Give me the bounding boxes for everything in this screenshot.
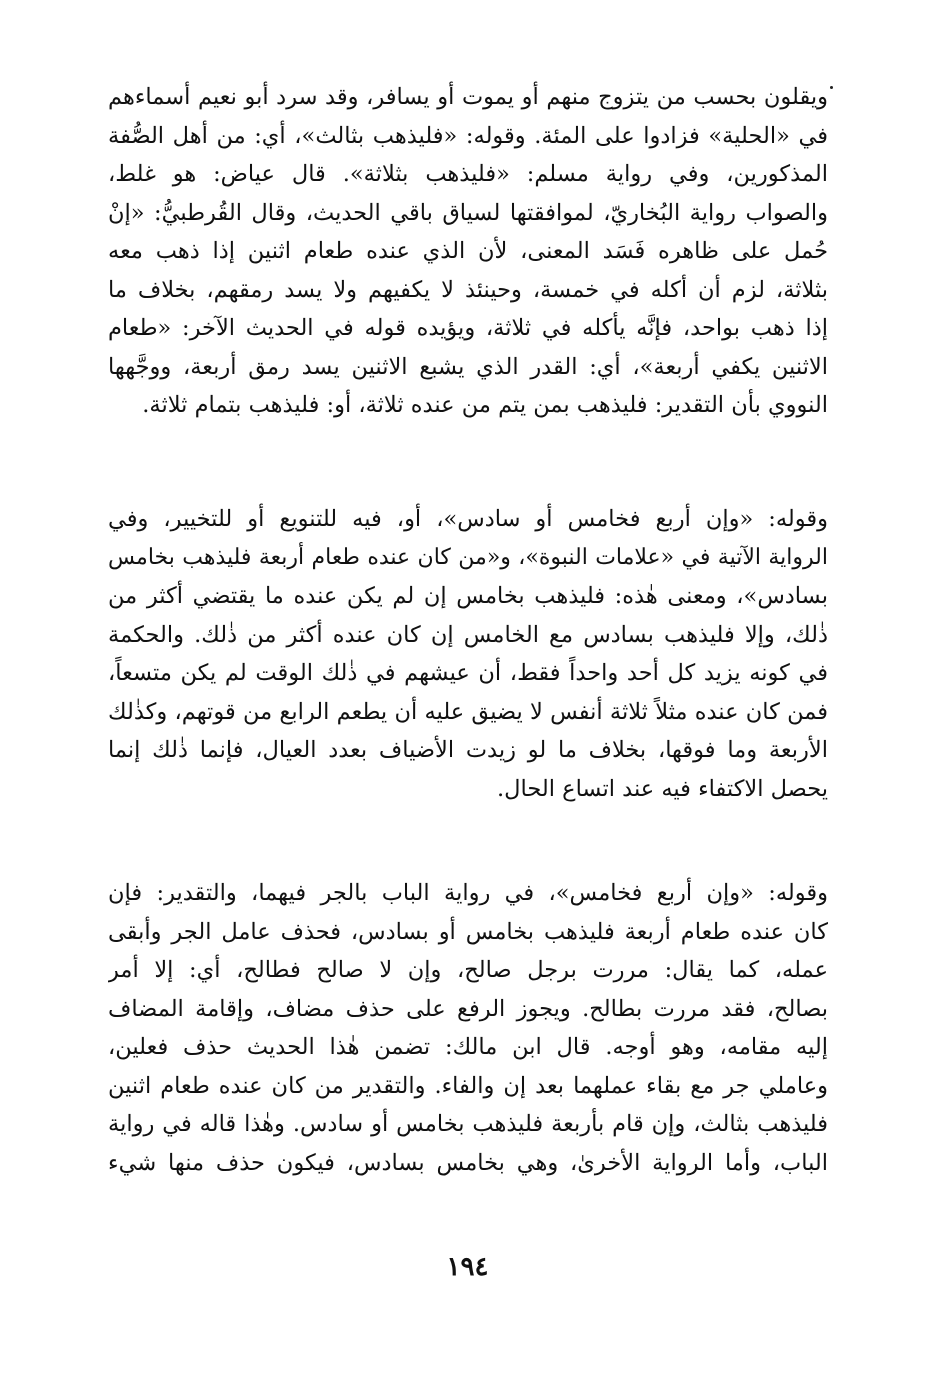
paragraph-2: [108, 500, 828, 808]
text-line: حُمل على ظاهره فَسَد المعنى، لأن الذي عنده طعام اثنين إذا ذهب معه: [108, 238, 828, 264]
text-line: وعاملي جر مع بقاء عملهما بعد إن والفاء. والتقدير من كان عنده طعام اثنين: [108, 1072, 828, 1099]
text-line: وقوله: «وإن أربع فخامس»، في رواية الباب بالجر فيهما، والتقدير: فإن: [108, 880, 828, 906]
text-line: بصالح، فقد مررت بطالح. ويجوز الرفع على حذف مضاف، وإقامة المضاف: [108, 995, 828, 1022]
text-line: فمن كان عنده مثلاً ثلاثة أنفس لا يضيق عليه أن يطعم الرابع من قوتهم، وكذٰلك: [108, 698, 828, 725]
text-line: إذا ذهب بواحد، فإنَّه يأكله في ثلاثة، ويؤيده قوله في الحديث الآخر: «طعام: [108, 315, 828, 341]
text-line: بسادس»، ومعنى هٰذه: فليذهب بخامس إن لم يكن عنده ما يقتضي أكثر من: [108, 583, 828, 609]
paragraph-3: [108, 874, 828, 1182]
text-line: النووي بأن التقدير: فليذهب بمن يتم من عنده ثلاثة، أو: فليذهب بتمام ثلاثة.: [142, 392, 828, 418]
text-line: في كونه يزيد كل أحد واحداً فقط، أن عيشهم في ذٰلك الوقت لم يكن متسعاً،: [108, 660, 828, 686]
text-line: الأربعة وما فوقها، بخلاف ما لو زيدت الأضياف بعدد العيال، فإنما ذٰلك إنما: [108, 737, 828, 763]
paragraph-1: [108, 78, 828, 425]
text-line: وقوله: «وإن أربع فخامس أو سادس»، أو، فيه للتنويع أو للتخيير، وفي: [108, 506, 828, 532]
text-line: يحصل الاكتفاء فيه عند اتساع الحال.: [497, 775, 828, 802]
text-line: عمله، كما يقال: مررت برجل صالح، وإن لا صالح فطالح، أي: إلا أمر: [108, 957, 828, 983]
text-line: والصواب رواية البُخاريّ، لموافقتها لسياق باقي الحديث، وقال القُرطبيُّ: «إنْ: [108, 199, 828, 226]
text-line: ويقلون بحسب من يتزوج منهم أو يموت أو يسافر، وقد سرد أبو نعيم أسماءهم: [108, 84, 828, 110]
text-line: ذٰلك، وإلا فليذهب بسادس مع الخامس إن كان عنده أكثر من ذٰلك. والحكمة: [108, 621, 828, 648]
print-speck: [830, 86, 833, 89]
page-number: ١٩٤: [446, 1252, 489, 1282]
text-line: المذكورين، وفي رواية مسلم: «فليذهب بثلاثة». قال عياض: هو غلط،: [108, 161, 828, 187]
text-line: في «الحلية» فزادوا على المئة. وقوله: «فليذهب بثالث»، أي: من أهل الصُّفة: [108, 122, 828, 149]
text-line: إليه مقامه، وهو أوجه. قال ابن مالك: تضمن هٰذا الحديث حذف فعلين،: [108, 1034, 828, 1060]
text-line: بثلاثة، لزم أن أكله في خمسة، وحينئذ لا يكفيهم ولا يسد رمقهم، بخلاف ما: [108, 276, 828, 303]
text-line: فليذهب بثالث، وإن قام بأربعة فليذهب بخامس أو سادس. وهٰذا قاله في رواية: [108, 1111, 828, 1137]
text-line: الاثنين يكفي أربعة»، أي: القدر الذي يشبع الاثنين يسد رمق أربعة، ووجَّهها: [108, 353, 828, 380]
text-line: كان عنده طعام أربعة فليذهب بخامس أو بسادس، فحذف عامل الجر وأبقى: [108, 918, 828, 945]
text-line: الباب، وأما الرواية الأخرىٰ، وهي بخامس بسادس، فيكون حذف منها شيء: [108, 1149, 828, 1176]
text-line: الرواية الآتية في «علامات النبوة»، و«من كان عنده طعام أربعة فليذهب بخامس: [108, 544, 828, 570]
